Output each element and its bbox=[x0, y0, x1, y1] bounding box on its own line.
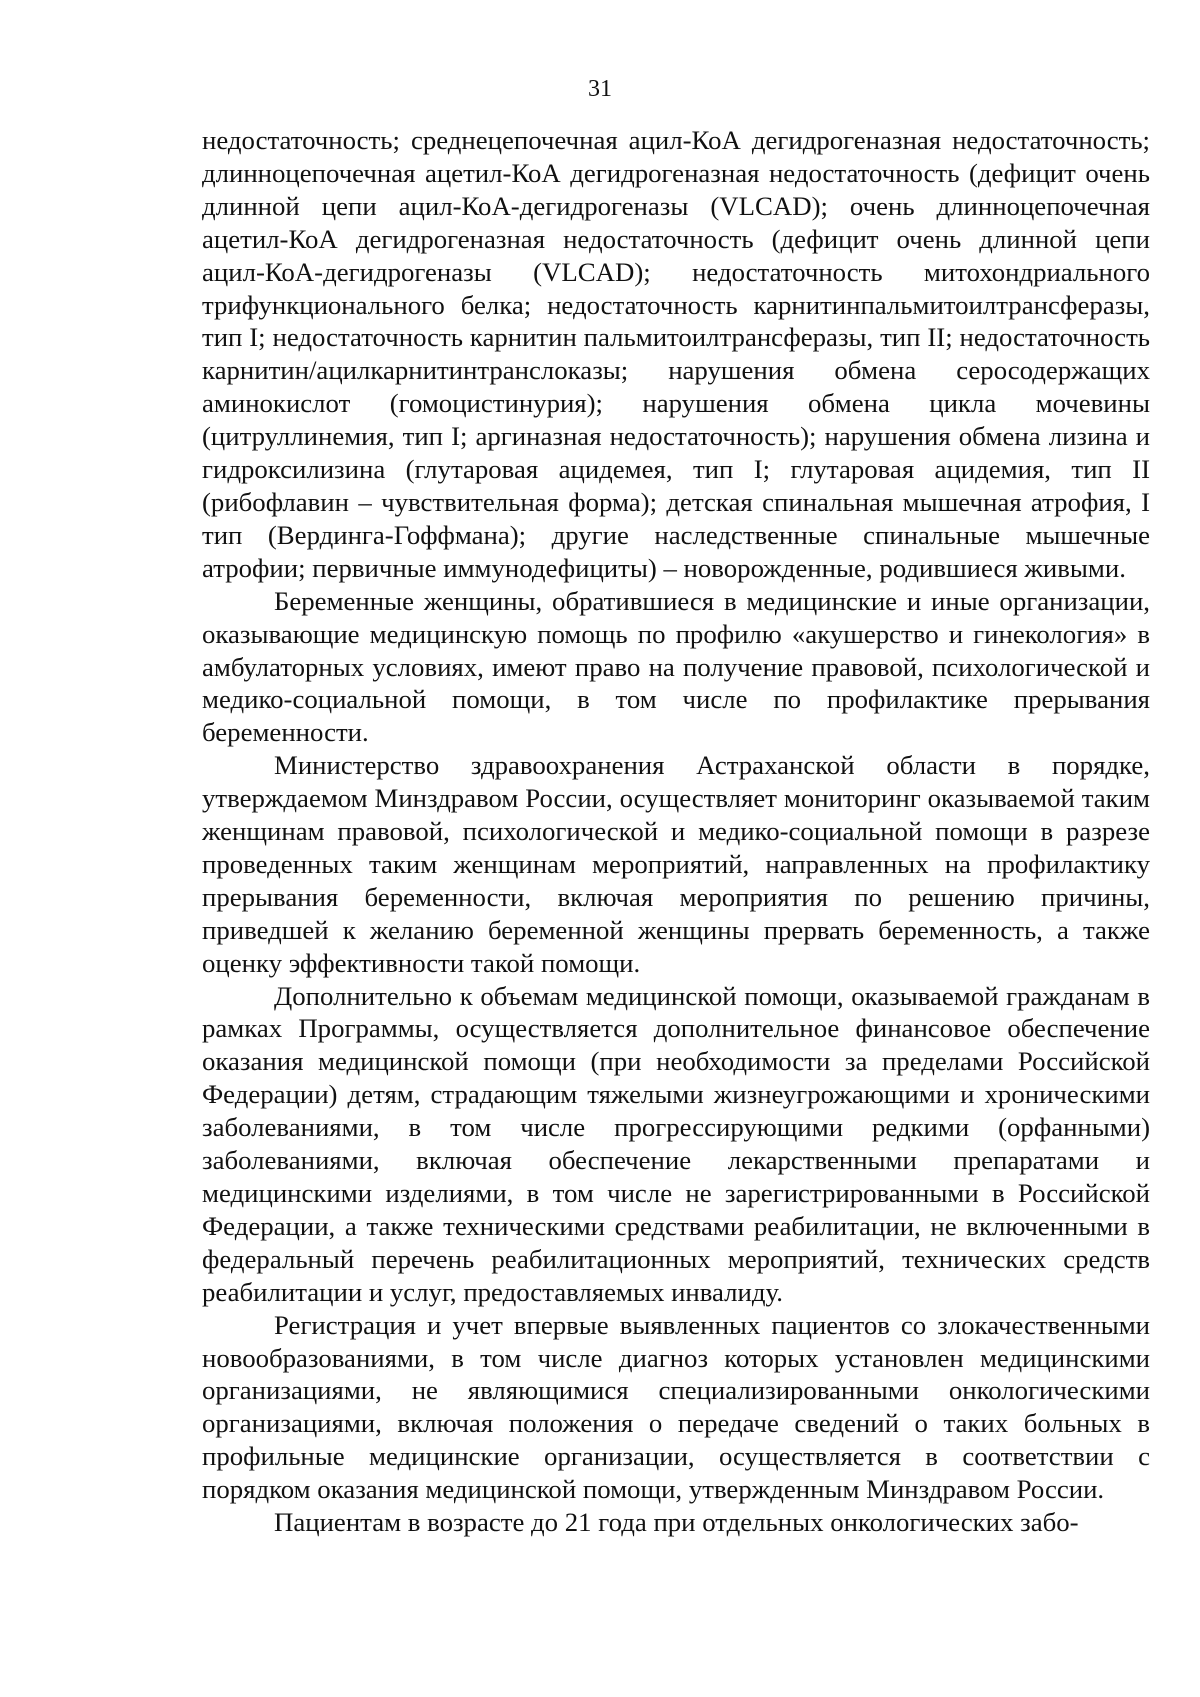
page-number: 31 bbox=[588, 76, 612, 102]
paragraph-pregnant-women: Беременные женщины, обратившиеся в медицинские и иные организации, оказывающие медицинскую помощь по профилю «акушерство и гинекология» в амбулаторных условиях, имеют право на получение правовой, психологической и медико-социальной помощи, в том числе по профилактике прерывания беременности. bbox=[202, 585, 1150, 748]
paragraph-ministry-monitoring: Министерство здравоохранения Астраханской области в порядке, утверждаемом Минздравом России, осуществляет мониторинг оказываемой таким женщинам правовой, психологической и медико-социальной помощи в разрезе проведенных таким женщинам мероприятий, направленных на профилактику прерывания беременности, включая мероприятия по решению причины, приведшей к желанию беременной женщины прервать беременность, а также оценку эффективности такой помощи. bbox=[202, 750, 1150, 978]
paragraph-patients-under-21: Пациентам в возрасте до 21 года при отдельных онкологических забо- bbox=[274, 1507, 1079, 1538]
paragraph-oncology-registration: Регистрация и учет впервые выявленных пациентов со злокачественными новообразованиями, в том числе диагноз которых установлен медицинскими организациями, не являющимися специализированными онкологическими организациями, включая положения о передаче сведений о таких больных в профильные медицинские организации, осуществляется в соответствии с порядком оказания медицинской помощи, утвержденным Минздравом России. bbox=[202, 1309, 1150, 1505]
paragraph-additional-funding: Дополнительно к объемам медицинской помощи, оказываемой гражданам в рамках Программы, осуществляется дополнительное финансовое обеспечение оказания медицинской помощи (при необходимости за пределами Российской Федерации) детям, страдающим тяжелыми жизнеугрожающими и хроническими заболеваниями, в том числе прогрессирующими редкими (орфанными) заболеваниями, включая обеспечение лекарственными препаратами и медицинскими изделиями, в том числе не зарегистрированными в Российской Федерации, а также техническими средствами реабилитации, не включенными в федеральный перечень реабилитационных мероприятий, технических средств реабилитации и услуг, предоставляемых инвалиду. bbox=[202, 980, 1150, 1307]
body-text bbox=[202, 124, 1150, 1539]
paragraph-continuation: недостаточность; среднецепочечная ацил-КоА дегидрогеназная недостаточность; длинноцепочечная ацетил-КоА дегидрогеназная недостаточность (дефицит очень длинной цепи ацил-КоА-дегидрогеназы (VLCAD); очень длинноцепочечная ацетил-КоА дегидрогеназная недостаточность (дефицит очень длинной цепи ацил-КоА-дегидрогеназы (VLCAD); недостаточность митохондриального трифункционального белка; недостаточность карнитинпальмитоилтрансферазы, тип I; недостаточность карнитин пальмитоилтрансферазы, тип II; недостаточность карнитин/ацилкарнитинтранслоказы; нарушения обмена серосодержащих аминокислот (гомоцистинурия); нарушения обмена цикла мочевины (цитруллинемия, тип I; аргиназная недостаточность); нарушения обмена лизина и гидроксилизина (глутаровая ацидемея, тип I; глутаровая ацидемия, тип II (рибофлавин – чувствительная форма); детская спинальная мышечная атрофия, I тип (Вердинга-Гоффмана); другие наследственные спинальные мышечные атрофии; первичные иммунодефициты) – новорожденные, родившиеся живыми. bbox=[202, 125, 1150, 583]
